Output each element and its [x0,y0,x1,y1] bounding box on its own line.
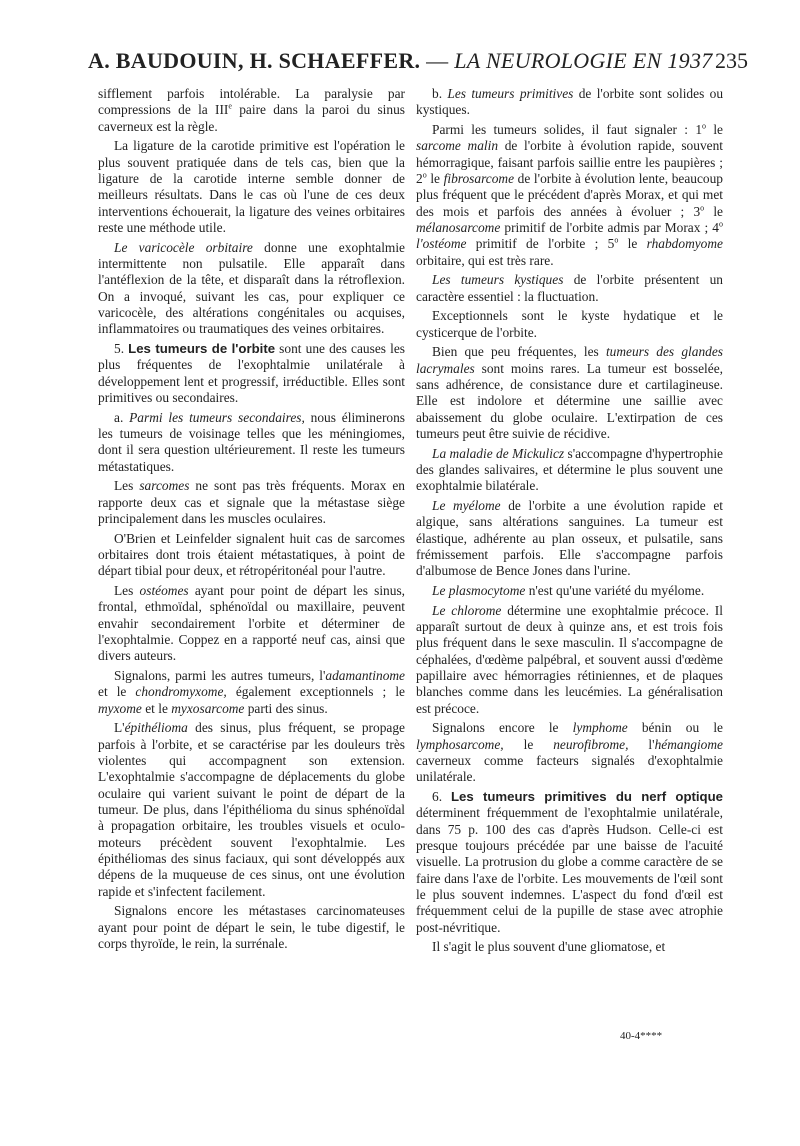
header-journal-title: LA NEUROLOGIE EN 1937 [454,48,713,73]
paragraph: Il s'agit le plus souvent d'une gliomatose, et [432,939,666,955]
printer-signature: 40-4**** [620,1030,663,1042]
right-column [416,86,723,959]
paragraph: Signalons encore les métastases carcinomateuses ayant pour point de départ le sein, le tube digestif, le corps thyroïde, le rein, la surrénale. [98,903,405,952]
paragraph: Signalons encore le lymphome bénin ou le lymphosarcome, le neurofibrome, l'hémangiome caverneux comme facteurs signalés d'exophtalmie unilatérale. [416,720,723,785]
section-heading: Les tumeurs de l'orbite [128,341,276,357]
paragraph: Les sarcomes ne sont pas très fréquents. Morax en rapporte deux cas et signale que la métastase siège principalement dans les muscles oculaires. [98,478,405,527]
paragraph: Le chlorome détermine une exophtalmie précoce. Il apparaît surtout de deux à quinze ans, et est trois fois plus fréquent dans le sexe masculin. Il s'accompagne de céphalées, d'œdème palpébral, et souvent aussi d'œdème papillaire avec hémorragies rétiniennes, et de plaques blanches comme dans les leucémies. La généralisation est précoce. [416,602,723,716]
paragraph: Signalons, parmi les autres tumeurs, l'adamantinome et le chondromyxome, également exceptionnels ; le myxome et le myxosarcome parti des sinus. [98,668,405,716]
paragraph: Exceptionnels sont le kyste hydatique et le cysticerque de l'orbite. [416,308,723,340]
paragraph: Les tumeurs kystiques de l'orbite présentent un caractère essentiel : la fluctuation. [416,272,723,304]
running-header [88,48,748,84]
section-5-paragraph: 5. Les tumeurs de l'orbite sont une des causes les plus fréquentes de l'exophtalmie unilatérale à développement lent et progressif, irréductible. Elles sont primitives ou secondaires. [98,341,405,406]
section-6-paragraph: 6. Les tumeurs primitives du nerf optique déterminent fréquemment de l'exophtalmie unilatérale, dans 75 p. 100 des cas d'après Hudson. Celle-ci est presque toujours précédée par une baisse de l'acuité visuelle. La protrusion du globe a comme caractère de se faire dans l'axe de l'orbite. Les mouvements de l'œil sont le plus souvent indemnes. L'aspect du fond d'œil est fréquemment celui de la pupille de stase avec atrophie post-névritique. [416,789,724,935]
section-heading: Les tumeurs primitives du nerf optique [451,789,724,805]
header-authors: A. BAUDOUIN, H. SCHAEFFER. [88,48,421,73]
paragraph: Les ostéomes ayant pour point de départ les sinus, frontal, ethmoïdal, sphénoïdal ou maxillaire, peuvent envahir secondairement l'orbite et déterminer de l'exophtalmie. Coppez en a rapporté neuf cas, ainsi que divers auteurs. [98,583,405,664]
left-column [98,86,405,956]
paragraph: Parmi les tumeurs solides, il faut signaler : 1$^o$ le sarcome malin de l'orbite à évolution rapide, souvent hémorragique, faisant parfois saillie entre les paupières ; 2$^o$ le fibrosarcome de l'orbite à évolution lente, beaucoup plus fréquent que le précédent d'après Morax, et qui met des mois et parfois des années à évoluer ; 3$^o$ le mélanosarcome primitif de l'orbite admis par Morax ; 4$^o$ l'ostéome primitif de l'orbite ; 5$^o$ le rhabdomyome orbitaire, qui est très rare. [416,121,724,268]
paragraph: a. Parmi les tumeurs secondaires, nous éliminerons les tumeurs de voisinage telles que les méningiomes, dont il sera question ultérieurement. Il reste les tumeurs métastatiques. [98,409,405,474]
paragraph: O'Brien et Leinfelder signalent huit cas de sarcomes orbitaires dont trois étaient métastatiques, à point de départ tibial pour deux, et rétropéritonéal pour l'autre. [98,530,405,579]
header-separator: — [426,48,449,73]
paragraph: Le varicocèle orbitaire donne une exophtalmie intermittente non pulsatile. Elle apparaît dans l'antéflexion de la tête, et disparaît dans la rétroflexion. On a invoqué, suivant les cas, pour expliquer ce varicocèle, des altérations congénitales ou acquises, inflammatoires ou traumatiques des veines orbitaires. [98,239,405,337]
paragraph: sifflement parfois intolérable. La paralysie par compressions de la IIIe paire dans la paroi du sinus caverneux est la règle. [98,86,405,134]
header-title [88,48,713,74]
paragraph: L'épithélioma des sinus, plus fréquent, se propage parfois à l'orbite, et se caractérise par les douleurs très violentes qui accompagnent son extension. L'exophtalmie s'accompagne de déplacements du globe oculaire qui varient suivant le point de départ de la tumeur. De plus, dans l'épithélioma du sinus sphénoïdal à propagation orbitaire, les troubles visuels et oculo-moteurs précèdent souvent l'exophtalmie. Les épithéliomas des sinus faciaux, qui sont développés aux dépens de la muqueuse de ces sinus, ont une évolution rapide et s'infectent facilement. [98,720,405,899]
paragraph: b. Les tumeurs primitives de l'orbite sont solides ou kystiques. [416,86,724,118]
paragraph: Le plasmocytome n'est qu'une variété du myélome. [432,583,705,599]
page-number: 235 [715,48,748,73]
paragraph: La ligature de la carotide primitive est l'opération le plus souvent pratiquée dans de tels cas, bien que la ligature de la carotide interne semble donner de meilleurs résultats. Dans le cas où l'une de ces deux interventions échouerait, la ligature des veines orbitaires reste une méthode utile. [98,138,405,236]
paragraph: Le myélome de l'orbite a une évolution rapide et algique, sans altérations sanguines. La tumeur est élastique, adhérente au plan osseux, et pulsatile, sans frémissement parfois. Elle s'accompagne parfois d'albumose de Bence Jones dans l'urine. [416,498,723,579]
paragraph: La maladie de Mickulicz s'accompagne d'hypertrophie des glandes salivaires, et détermine le plus souvent une exophtalmie bilatérale. [416,445,723,494]
paragraph: Bien que peu fréquentes, les tumeurs des glandes lacrymales sont moins rares. La tumeur est bosselée, sans adhérence, de consistance dure et cartilagineuse. Elle est indolore et détermine une saillie avec abaissement du globe oculaire. L'extirpation de ces tumeurs peut être suivie de récidive. [416,344,724,442]
